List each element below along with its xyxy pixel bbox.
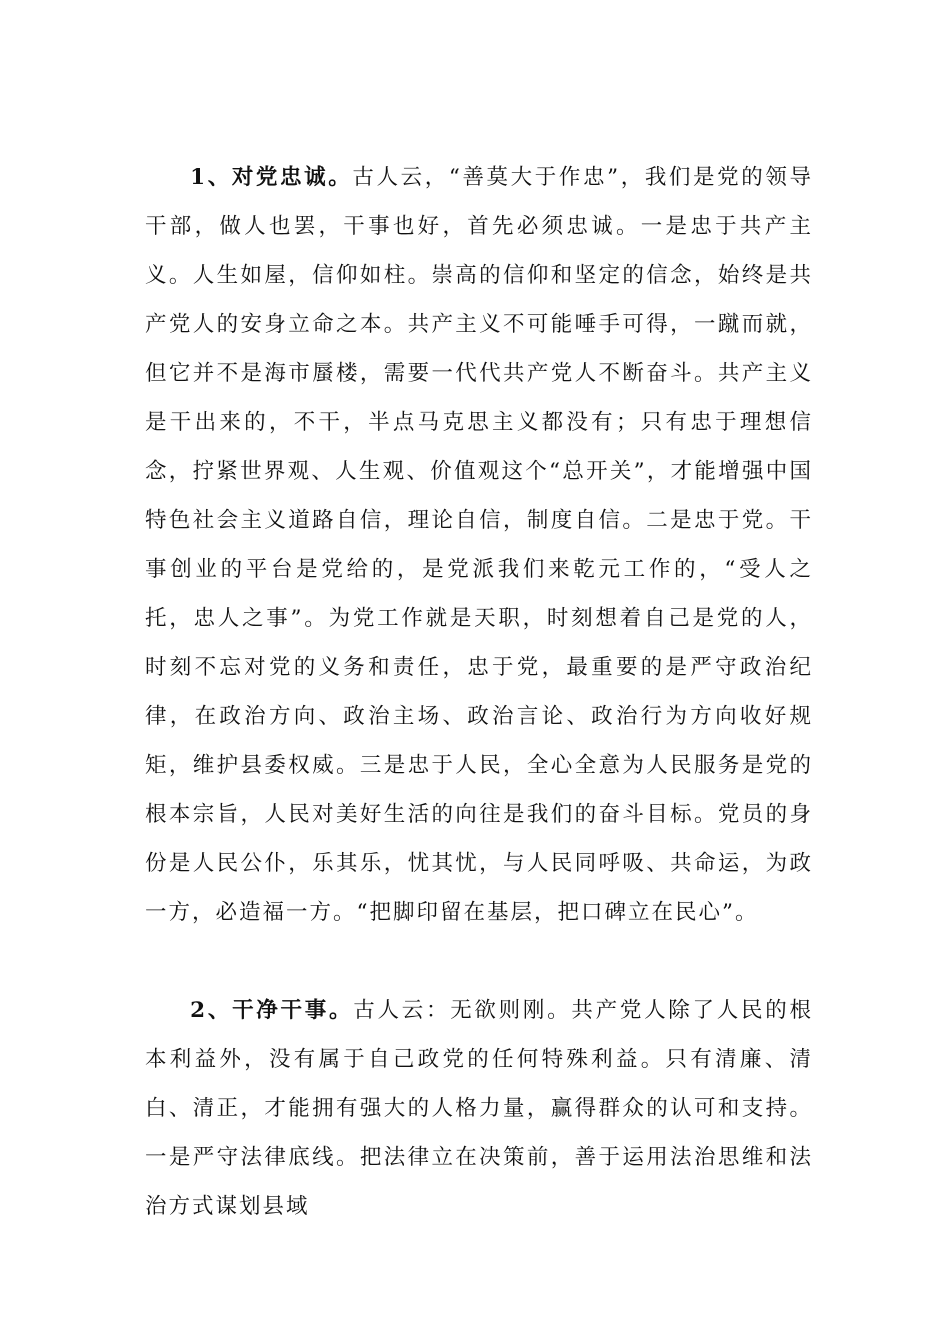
paragraph-integrity xyxy=(145,986,813,1231)
paragraph-body: 古人云，“善莫大于作忠”，我们是党的领导干部，做人也罢，干事也好，首先必须忠诚。一是忠于共产主义。人生如屋，信仰如柱。崇高的信仰和坚定的信念，始终是共产党人的安身立命之本。共产主义不可能唾手可得，一蹴而就，但它并不是海市蜃楼，需要一代代共产党人不断奋斗。共产主义是干出来的，不干，半点马克思主义都没有；只有忠于理想信念，拧紧世界观、人生观、价值观这个“总开关”，才能增强中国特色社会主义道路自信，理论自信，制度自信。二是忠于党。干事创业的平台是党给的，是党派我们来乾元工作的，“受人之托，忠人之事”。为党工作就是天职，时刻想着自己是党的人，时刻不忘对党的义务和责任，忠于党，最重要的是严守政治纪律，在政治方向、政治主场、政治言论、政治行为方向收好规矩，维护县委权威。三是忠于人民，全心全意为人民服务是党的根本宗旨，人民对美好生活的向往是我们的奋斗目标。党员的身份是人民公仆，乐其乐，忧其忧，与人民同呼吸、共命运，为政一方，必造福一方。“把脚印留在基层，把口碑立在民心”。 xyxy=(145,165,813,925)
document-page xyxy=(145,153,813,1231)
paragraph-heading: 1、对党忠诚。 xyxy=(190,165,353,190)
paragraph-body: 古人云：无欲则刚。共产党人除了人民的根本利益外，没有属于自己政党的任何特殊利益。只有清廉、清白、清正，才能拥有强大的人格力量，赢得群众的认可和支持。一是严守法律底线。把法律立在决策前，善于运用法治思维和法治方式谋划县域 xyxy=(145,998,813,1219)
paragraph-heading: 2、干净干事。 xyxy=(190,998,354,1023)
paragraph-loyalty xyxy=(145,153,813,937)
